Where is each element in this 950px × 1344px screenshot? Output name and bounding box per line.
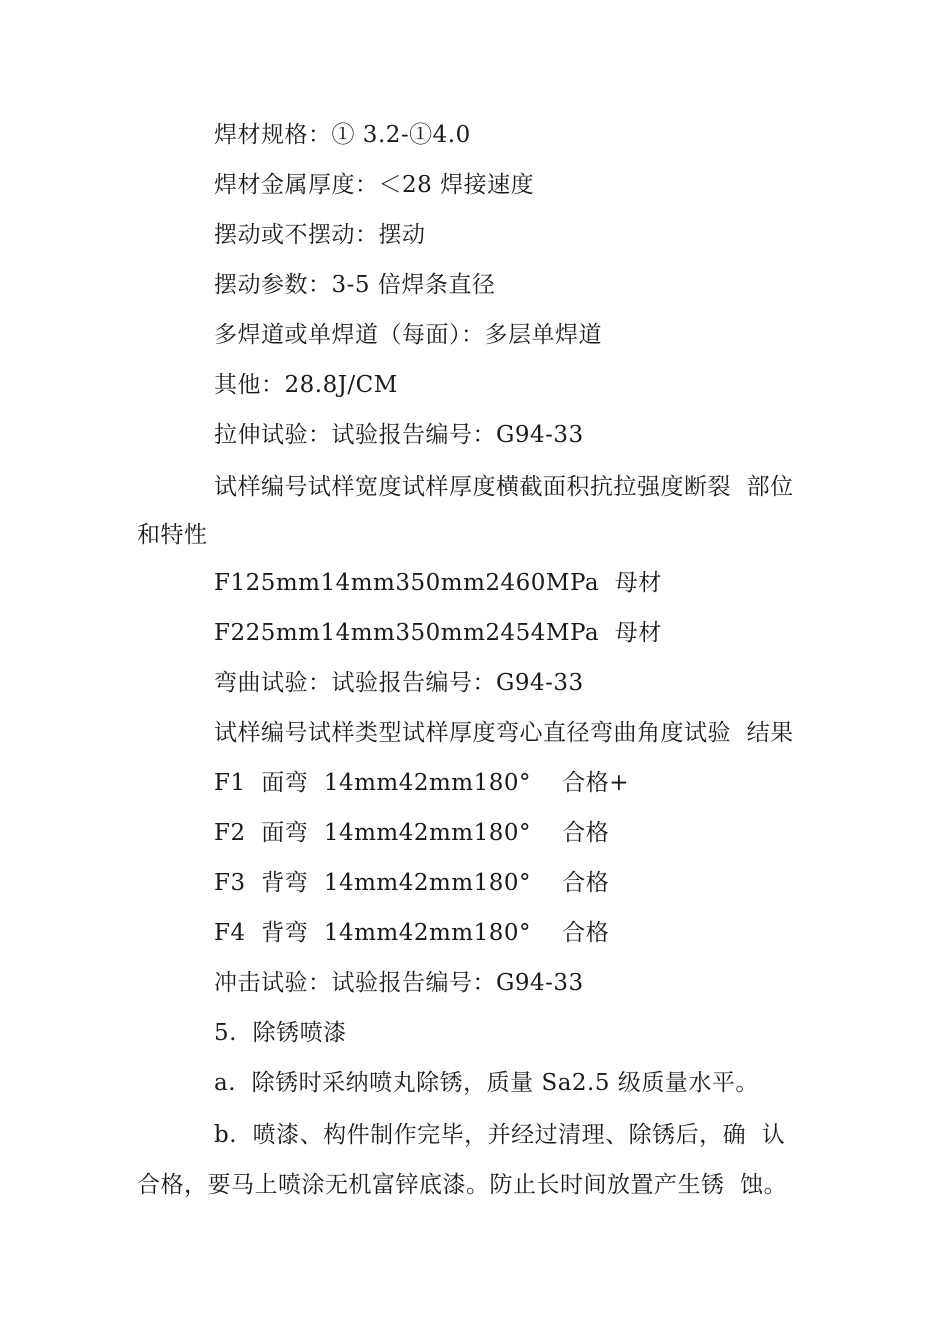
section-heading-rust-removal: 5. 除锈喷漆 bbox=[214, 1020, 347, 1046]
paragraph-b: b. 喷漆、构件制作完毕，并经过清理、除锈后，确 认 bbox=[214, 1122, 786, 1148]
bend-row-f4: F4 背弯 14mm42mm180° 合格 bbox=[214, 920, 610, 946]
bend-row-f2: F2 面弯 14mm42mm180° 合格 bbox=[214, 820, 610, 846]
welding-material-spec: 焊材规格：① 3.2-①4.0 bbox=[214, 122, 471, 148]
bend-test-heading: 弯曲试验：试验报告编号：G94-33 bbox=[214, 670, 584, 696]
paragraph-b-continued: 合格，要马上喷涂无机富锌底漆。防止长时间放置产生锈 蚀。 bbox=[137, 1172, 788, 1198]
tensile-row-f1: F125mm14mm350mm2460MPa 母材 bbox=[214, 570, 662, 596]
tensile-table-header: 试样编号试样宽度试样厚度横截面积抗拉强度断裂 部位 bbox=[214, 474, 794, 500]
weld-metal-thickness: 焊材金属厚度：＜28 焊接速度 bbox=[214, 172, 535, 198]
impact-test-heading: 冲击试验：试验报告编号：G94-33 bbox=[214, 970, 584, 996]
tensile-row-f2: F225mm14mm350mm2454MPa 母材 bbox=[214, 620, 662, 646]
weave-parameters: 摆动参数：3-5 倍焊条直径 bbox=[214, 272, 496, 298]
tensile-test-heading: 拉伸试验：试验报告编号：G94-33 bbox=[214, 422, 584, 448]
bend-row-f3: F3 背弯 14mm42mm180° 合格 bbox=[214, 870, 610, 896]
paragraph-a: a. 除锈时采纳喷丸除锈，质量 Sa2.5 级质量水平。 bbox=[214, 1070, 759, 1096]
other-parameter: 其他：28.8J/CM bbox=[214, 372, 398, 398]
bend-row-f1: F1 面弯 14mm42mm180° 合格+ bbox=[214, 770, 630, 796]
tensile-table-header-continued: 和特性 bbox=[137, 522, 208, 548]
weave-option: 摆动或不摆动：摆动 bbox=[214, 222, 426, 248]
bend-table-header: 试样编号试样类型试样厚度弯心直径弯曲角度试验 结果 bbox=[214, 720, 794, 746]
pass-type: 多焊道或单焊道（每面）：多层单焊道 bbox=[214, 322, 602, 348]
